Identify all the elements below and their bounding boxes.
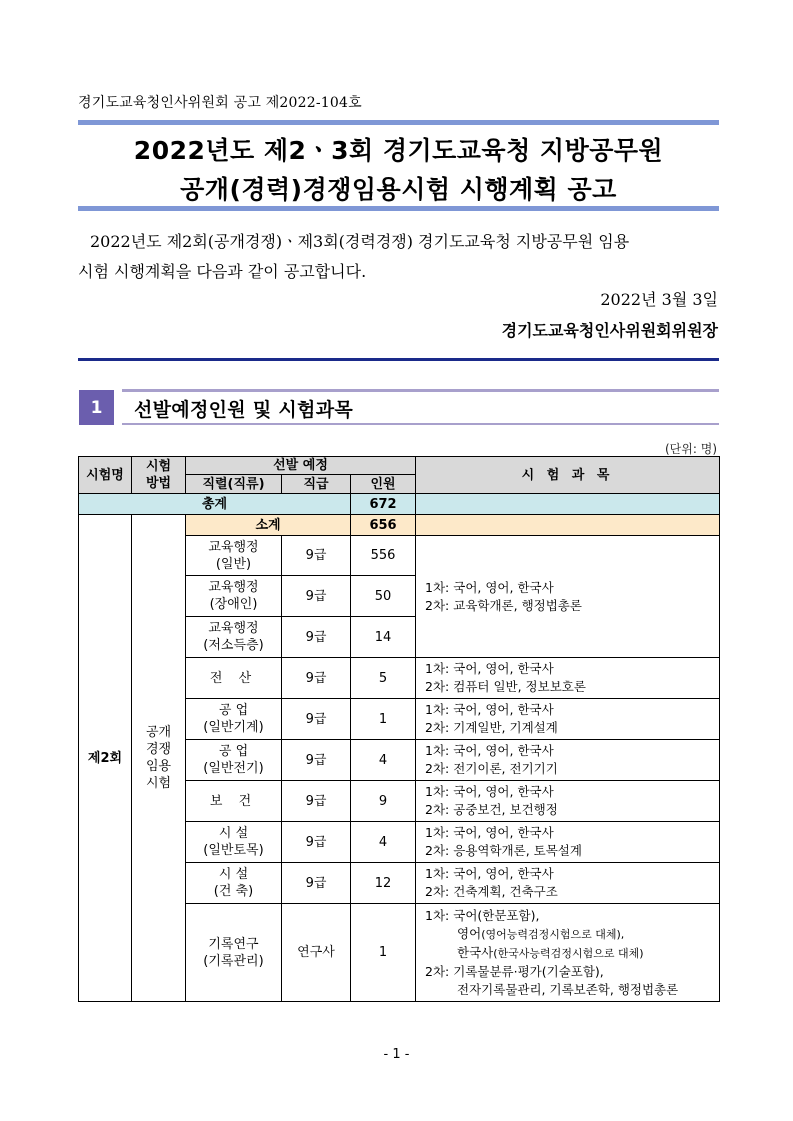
series-cell: 공 업 (일반기계) bbox=[186, 699, 282, 740]
count-cell: 50 bbox=[351, 576, 416, 617]
intro-line1: 2022년도 제2회(공개경쟁)ㆍ제3회(경력경쟁) 경기도교육청 지방공무원 임용 bbox=[90, 232, 630, 251]
subjects-cell bbox=[416, 740, 720, 781]
subject-note: (한국사능력검정시험으로 대체) bbox=[493, 946, 644, 960]
subject-line: 1차: 국어, 영어, 한국사 bbox=[425, 661, 554, 676]
intro-paragraph bbox=[78, 227, 719, 287]
announcement-date: 2022년 3월 3일 bbox=[600, 290, 718, 309]
series-cell: 전 산 bbox=[186, 658, 282, 699]
header-series: 직렬(직류) bbox=[186, 475, 282, 494]
subject-line: 2차: 컴퓨터 일반, 정보보호론 bbox=[425, 679, 586, 694]
grade-cell: 9급 bbox=[282, 536, 351, 576]
title-top-rule bbox=[78, 120, 719, 125]
series-cell: 교육행정 (장애인) bbox=[186, 576, 282, 617]
header-count: 인원 bbox=[351, 475, 416, 494]
subject-line: 2차: 응용역학개론, 토목설계 bbox=[425, 843, 582, 858]
section-bottom-line bbox=[122, 423, 719, 425]
subject-text: 한국사 bbox=[457, 944, 494, 960]
subject-line: 1차: 국어, 영어, 한국사 bbox=[425, 743, 554, 758]
header-subjects: 시 험 과 목 bbox=[416, 457, 720, 494]
count-cell: 12 bbox=[351, 863, 416, 904]
subject-line: 1차: 국어, 영어, 한국사 bbox=[425, 784, 554, 799]
subjects-cell bbox=[416, 699, 720, 740]
subjects-cell bbox=[416, 822, 720, 863]
grade-cell: 9급 bbox=[282, 740, 351, 781]
count-cell: 4 bbox=[351, 740, 416, 781]
subjects-cell bbox=[416, 658, 720, 699]
subjects-cell-edu-admin bbox=[416, 536, 720, 658]
subjects-cell-records bbox=[416, 904, 720, 1002]
grade-cell: 9급 bbox=[282, 576, 351, 617]
section-top-line bbox=[122, 389, 719, 392]
series-cell: 공 업 (일반전기) bbox=[186, 740, 282, 781]
header-exam-method: 시험 방법 bbox=[132, 457, 186, 494]
grade-cell: 9급 bbox=[282, 658, 351, 699]
subtotal-subjects-cell bbox=[416, 515, 720, 536]
subject-line bbox=[425, 944, 719, 963]
count-cell: 1 bbox=[351, 904, 416, 1002]
unit-label: (단위: 명) bbox=[665, 442, 717, 456]
subject-line: 2차: 건축계획, 건축구조 bbox=[425, 884, 558, 899]
selection-table bbox=[78, 456, 720, 1002]
count-cell: 14 bbox=[351, 617, 416, 658]
exam-round: 제2회 bbox=[79, 515, 132, 1002]
subject-line: 1차: 국어, 영어, 한국사 bbox=[425, 825, 554, 840]
subject-line: 1차: 국어(한문포함), bbox=[425, 907, 540, 923]
subject-line: 1차: 국어, 영어, 한국사 bbox=[425, 579, 554, 595]
subject-note: (영어능력검정시험으로 대체), bbox=[481, 927, 625, 941]
header-grade: 직급 bbox=[282, 475, 351, 494]
subjects-cell bbox=[416, 781, 720, 822]
subject-line: 2차: 교육학개론, 행정법총론 bbox=[425, 597, 582, 613]
header-selection-plan: 선발 예정 bbox=[186, 457, 416, 475]
page-title-line1: 2022년도 제2ㆍ3회 경기도교육청 지방공무원 bbox=[133, 136, 664, 165]
subject-line: 2차: 기록물분류·평가(기술포함), bbox=[425, 963, 604, 979]
series-cell: 보 건 bbox=[186, 781, 282, 822]
subject-line bbox=[425, 925, 719, 944]
subject-line: 2차: 공중보건, 보건행정 bbox=[425, 802, 558, 817]
grade-cell: 9급 bbox=[282, 863, 351, 904]
grade-cell: 연구사 bbox=[282, 904, 351, 1002]
subjects-cell bbox=[416, 863, 720, 904]
intro-line2: 시험 시행계획을 다음과 같이 공고합니다. bbox=[78, 262, 367, 281]
subject-text: 영어 bbox=[457, 925, 482, 941]
series-cell: 기록연구 (기록관리) bbox=[186, 904, 282, 1002]
subject-line: 전자기록물관리, 기록보존학, 행정법총론 bbox=[457, 981, 679, 997]
count-cell: 4 bbox=[351, 822, 416, 863]
header-exam-name: 시험명 bbox=[79, 457, 132, 494]
count-cell: 556 bbox=[351, 536, 416, 576]
section-number-badge: 1 bbox=[79, 390, 114, 425]
grade-cell: 9급 bbox=[282, 617, 351, 658]
page-number: - 1 - bbox=[383, 1047, 410, 1062]
count-cell: 9 bbox=[351, 781, 416, 822]
series-cell: 교육행정 (일반) bbox=[186, 536, 282, 576]
subject-line: 1차: 국어, 영어, 한국사 bbox=[425, 866, 554, 881]
count-cell: 5 bbox=[351, 658, 416, 699]
grade-cell: 9급 bbox=[282, 699, 351, 740]
subtotal-count: 656 bbox=[351, 515, 416, 536]
series-cell: 시 설 (건 축) bbox=[186, 863, 282, 904]
subject-line: 2차: 전기이론, 전기기기 bbox=[425, 761, 558, 776]
section-title: 선발예정인원 및 시험과목 bbox=[134, 399, 354, 421]
total-count: 672 bbox=[351, 494, 416, 515]
grade-cell: 9급 bbox=[282, 822, 351, 863]
signer: 경기도교육청인사위원회위원장 bbox=[501, 321, 718, 340]
total-label: 총계 bbox=[79, 494, 351, 515]
subtotal-label: 소계 bbox=[186, 515, 351, 536]
grade-cell: 9급 bbox=[282, 781, 351, 822]
page-title-line2: 공개(경력)경쟁임용시험 시행계획 공고 bbox=[180, 175, 617, 204]
exam-method-cell: 공개 경쟁 임용 시험 bbox=[132, 515, 186, 1002]
divider bbox=[78, 358, 719, 361]
notice-number: 경기도교육청인사위원회 공고 제2022-104호 bbox=[78, 95, 362, 111]
subject-line: 2차: 기계일반, 기계설계 bbox=[425, 720, 558, 735]
count-cell: 1 bbox=[351, 699, 416, 740]
subject-line: 1차: 국어, 영어, 한국사 bbox=[425, 702, 554, 717]
title-bottom-rule bbox=[78, 206, 719, 211]
series-cell: 교육행정 (저소득층) bbox=[186, 617, 282, 658]
total-subjects-cell bbox=[416, 494, 720, 515]
series-cell: 시 설 (일반토목) bbox=[186, 822, 282, 863]
